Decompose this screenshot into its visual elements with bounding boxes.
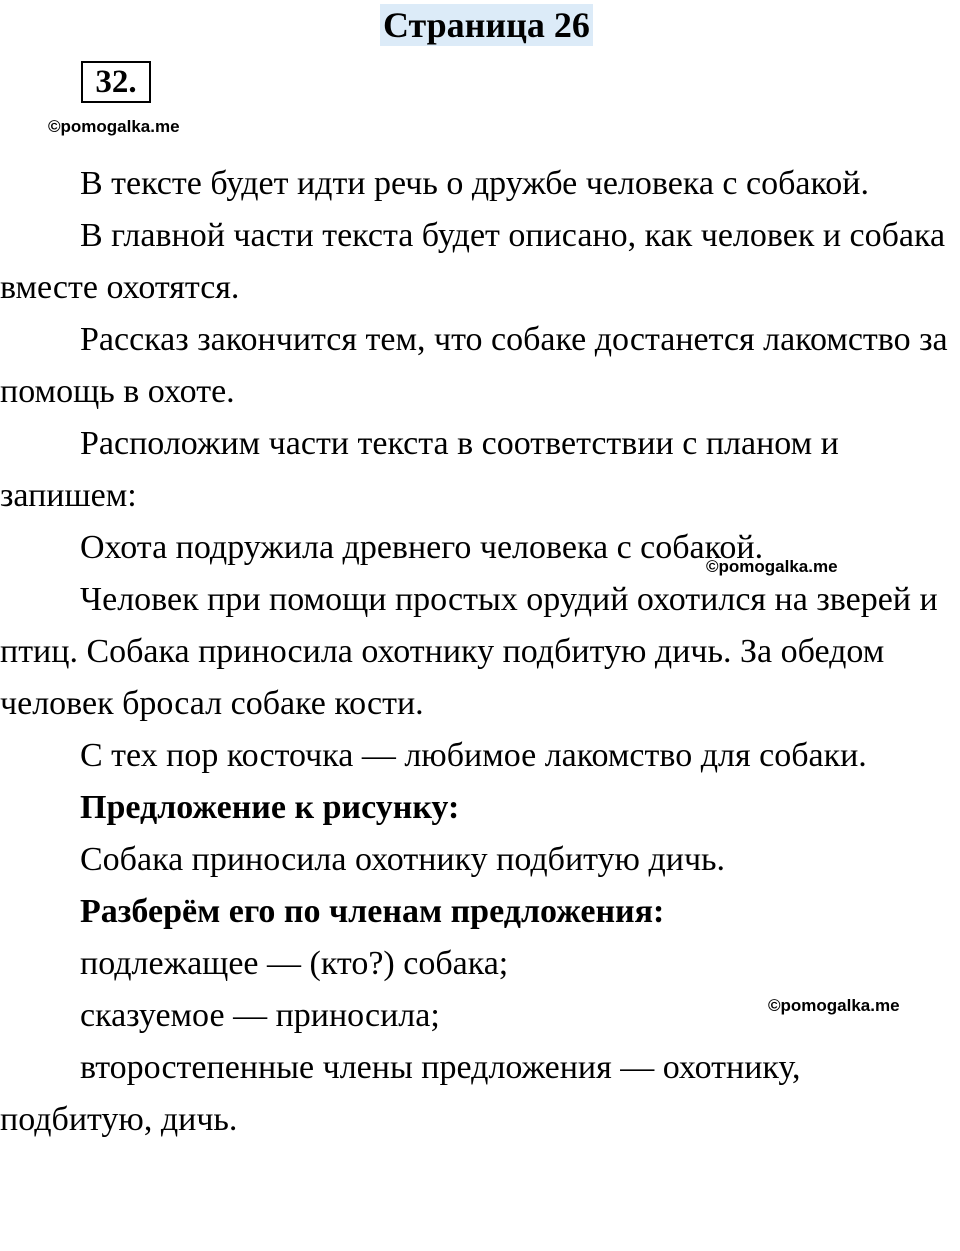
paragraph: Расположим части текста в соответствии с планом и запишем:	[0, 425, 839, 514]
answer-text	[0, 158, 960, 1146]
paragraph: С тех пор косточка — любимое лакомство для собаки.	[80, 737, 867, 774]
picture-sentence: Собака приносила охотнику подбитую дичь.	[80, 841, 726, 878]
exercise-number: 32.	[81, 61, 151, 103]
page-title: Страница 26	[380, 4, 593, 46]
paragraph: В тексте будет идти речь о дружбе человека с собакой.	[80, 165, 869, 202]
picture-heading: Предложение к рисунку:	[80, 789, 460, 826]
secondary-members-line: второстепенные члены предложения — охотнику, подбитую, дичь.	[0, 1049, 801, 1138]
paragraph: Человек при помощи простых орудий охотился на зверей и птиц. Собака приносила охотнику подбитую дичь. За обедом человек бросал собаке кости.	[0, 581, 938, 722]
subject-line: подлежащее — (кто?) собака;	[80, 945, 509, 982]
watermark: ©pomogalka.me	[48, 117, 180, 136]
watermark: ©pomogalka.me	[768, 996, 900, 1015]
analysis-heading: Разберём его по членам предложения:	[80, 893, 665, 930]
paragraph: В главной части текста будет описано, как человек и собака вместе охотятся.	[0, 217, 946, 306]
paragraph: Охота подружила древнего человека с собакой.	[80, 529, 764, 566]
paragraph: Рассказ закончится тем, что собаке достанется лакомство за помощь в охоте.	[0, 321, 948, 410]
predicate-line: сказуемое — приносила;	[80, 997, 440, 1034]
watermark: ©pomogalka.me	[706, 557, 838, 576]
